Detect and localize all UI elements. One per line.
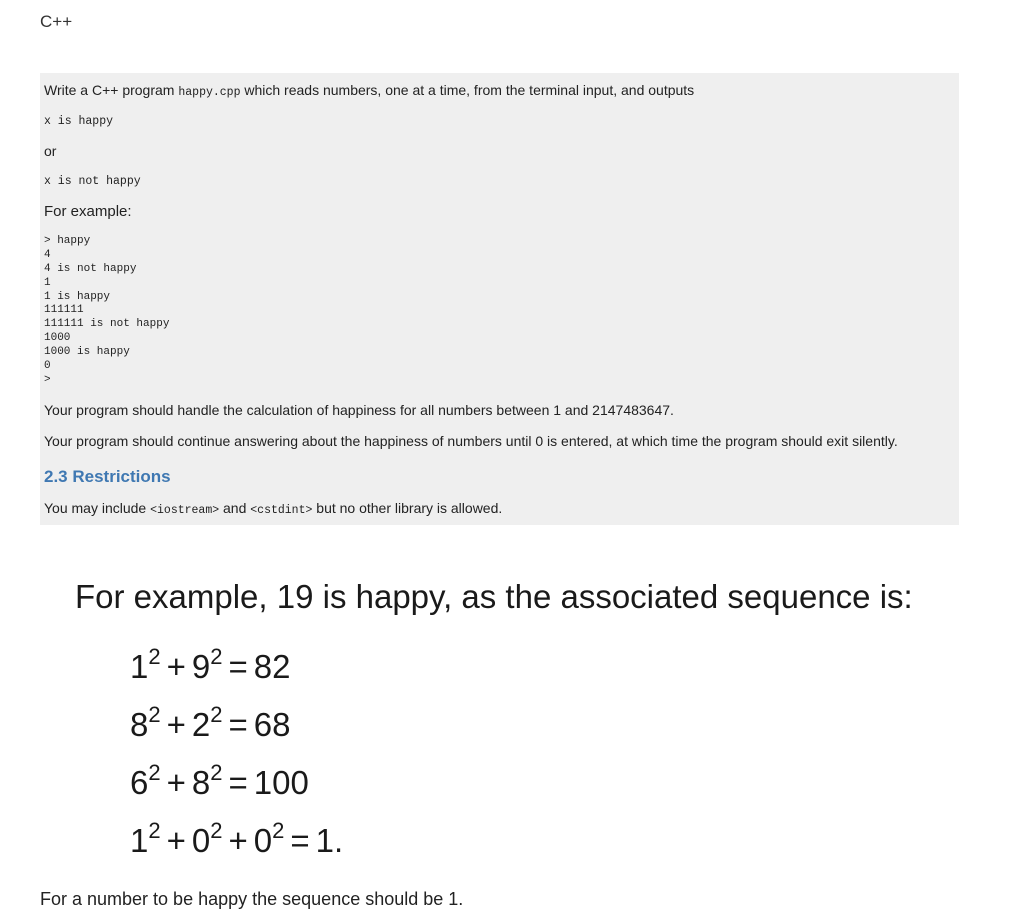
result: 82 — [253, 648, 291, 685]
result: 68 — [253, 706, 291, 743]
filename-code: happy.cpp — [178, 86, 241, 99]
terminal-line: 1 — [44, 276, 51, 289]
terminal-line: 4 — [44, 248, 51, 261]
terminal-line: > happy — [44, 235, 91, 247]
base: 1 — [130, 822, 149, 859]
equals-sign: = — [290, 822, 310, 859]
base: 0 — [253, 822, 273, 859]
equation-2 — [130, 702, 291, 744]
exponent: 2 — [148, 702, 161, 727]
equation-4 — [130, 818, 344, 860]
terminal-line: > — [44, 373, 51, 386]
base: 6 — [130, 764, 149, 801]
base: 0 — [191, 822, 211, 859]
exponent: 2 — [148, 644, 161, 669]
terminal-line: 1 is happy — [44, 290, 111, 303]
restrictions-heading: 2.3 Restrictions — [44, 467, 171, 486]
footer-text: For a number to be happy the sequence should be 1. — [40, 889, 464, 909]
intro-text-before: Write a C++ program — [44, 82, 179, 98]
output-not-happy-code: x is not happy — [44, 175, 141, 188]
restrictions-paragraph — [44, 500, 502, 517]
cstdint-code: <cstdint> — [250, 504, 313, 517]
plus-sign: + — [228, 822, 248, 859]
restrictions-text-middle: and — [219, 500, 251, 516]
terminal-line: 1000 — [44, 332, 71, 345]
or-text: or — [44, 143, 57, 159]
result: 100 — [253, 764, 309, 801]
equation-3 — [130, 760, 309, 802]
exponent: 2 — [210, 818, 223, 843]
base: 1 — [130, 648, 149, 685]
terminal-line: 111111 — [44, 304, 84, 317]
terminal-line: 0 — [44, 360, 51, 373]
exponent: 2 — [148, 818, 161, 843]
intro-paragraph — [44, 82, 694, 99]
continue-paragraph: Your program should continue answering about the happiness of numbers until 0 is entered, at which time the program should exit silently. — [44, 433, 898, 449]
exponent: 2 — [272, 818, 285, 843]
plus-sign: + — [166, 822, 186, 859]
restrictions-text-after: but no other library is allowed. — [312, 500, 503, 516]
example-label: For example: — [44, 203, 132, 220]
restrictions-text-before: You may include — [44, 500, 151, 516]
output-happy-code: x is happy — [44, 115, 114, 128]
terminal-line: 111111 is not happy — [44, 318, 170, 331]
terminal-line: 1000 is happy — [44, 346, 130, 359]
exponent: 2 — [210, 702, 223, 727]
range-paragraph: Your program should handle the calculation of happiness for all numbers between 1 and 2147483647. — [44, 402, 674, 418]
exponent: 2 — [148, 760, 161, 785]
example-title: For example, 19 is happy, as the associated sequence is: — [75, 578, 913, 615]
plus-sign: + — [166, 648, 186, 685]
base: 9 — [191, 648, 211, 685]
result: 1. — [315, 822, 344, 859]
plus-sign: + — [166, 764, 186, 801]
iostream-code: <iostream> — [150, 504, 220, 517]
equals-sign: = — [228, 706, 248, 743]
terminal-line: 4 is not happy — [44, 262, 137, 275]
base: 8 — [191, 764, 211, 801]
intro-text-after: which reads numbers, one at a time, from the terminal input, and outputs — [240, 82, 695, 98]
base: 2 — [191, 706, 211, 743]
base: 8 — [130, 706, 149, 743]
equals-sign: = — [228, 764, 248, 801]
assignment-panel — [40, 73, 959, 525]
exponent: 2 — [210, 644, 223, 669]
plus-sign: + — [166, 706, 186, 743]
terminal-example — [44, 235, 169, 388]
equation-1 — [130, 644, 291, 686]
equals-sign: = — [228, 648, 248, 685]
exponent: 2 — [210, 760, 223, 785]
page-heading: C++ — [40, 12, 73, 31]
